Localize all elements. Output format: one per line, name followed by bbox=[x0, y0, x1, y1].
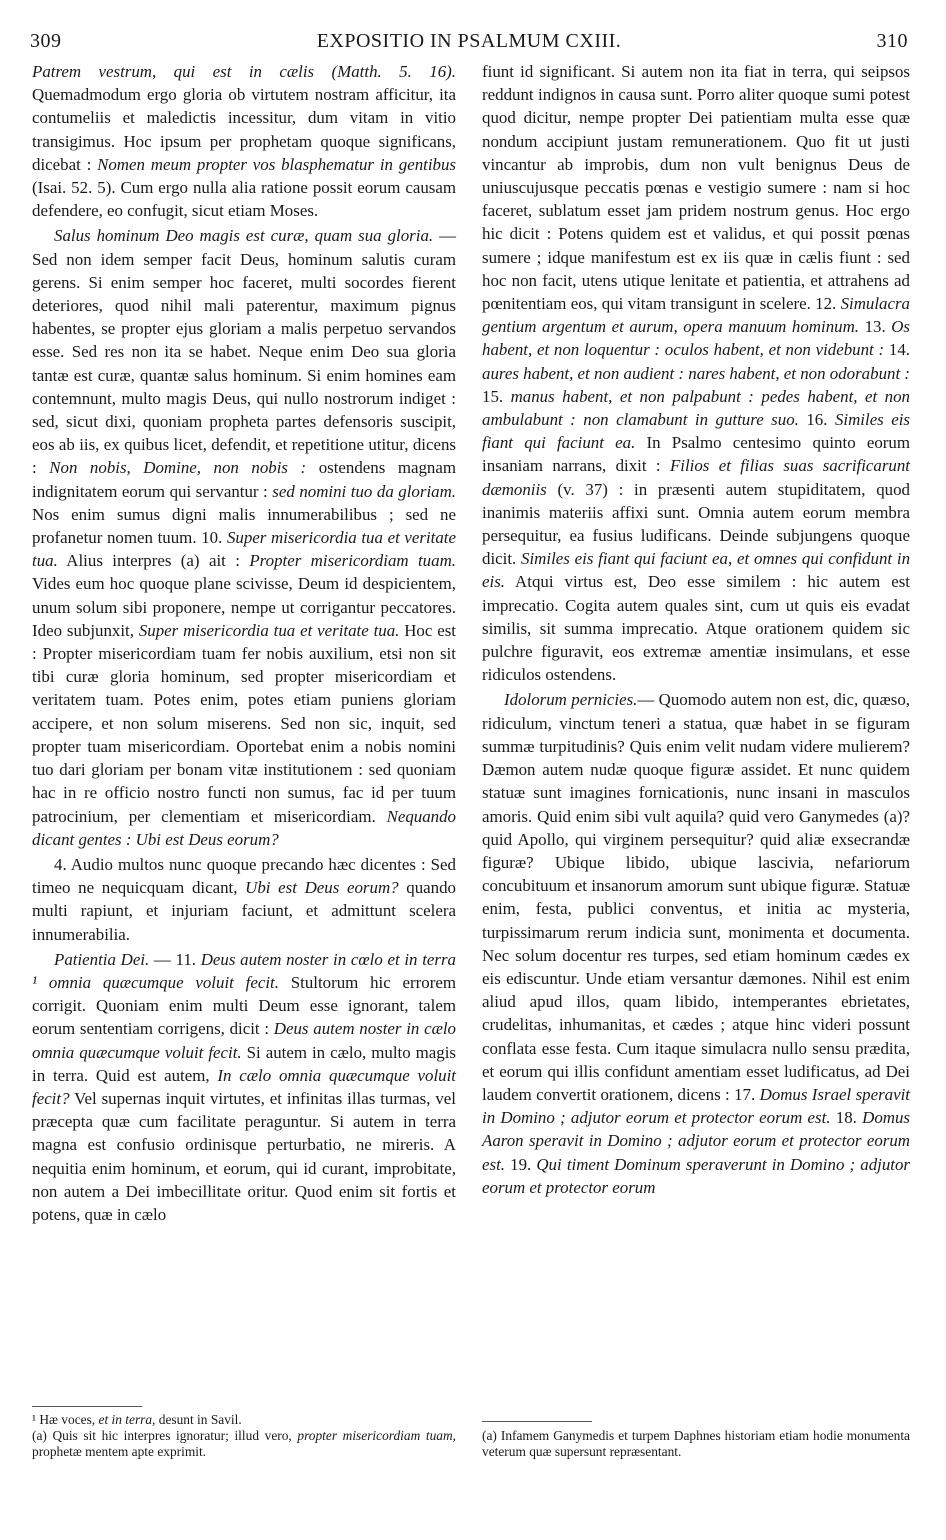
body-text: Quemadmodum ergo gloria ob virtutem nostram afficitur, ita contumeliis et maledictis incessitur, dum vitam in vitio transigimus. Hoc ipsum per prophetam quoque significans, dicebat : bbox=[32, 85, 456, 174]
quoted-text: aures habent, et non audient : nares habent, et non odorabunt : bbox=[482, 363, 910, 383]
page-number-left: 309 bbox=[30, 30, 62, 52]
section-heading: Patientia Dei. bbox=[54, 949, 150, 969]
quoted-text: Filios et filias suas sacrificarunt dæmoniis bbox=[482, 456, 910, 499]
body-text: 19. bbox=[505, 1154, 537, 1174]
body-text: 18. bbox=[830, 1108, 863, 1128]
section-heading: Idolorum pernicies. bbox=[504, 690, 638, 710]
body-text: 16. bbox=[798, 410, 835, 430]
body-text: (Isai. 52. 5). Cum ergo nulla alia ratione possit eorum causam defendere, eo confugit, sicut etiam Moses. bbox=[32, 178, 456, 221]
body-text: 14. bbox=[884, 340, 911, 360]
right-column bbox=[482, 60, 910, 1199]
section-heading: Salus hominum Deo magis est curæ, quam sua gloria. bbox=[54, 226, 434, 246]
footnote-text: (a) Quis sit hic interpres ignoratur; illud vero, bbox=[32, 1428, 298, 1443]
quoted-text: Nomen meum propter vos blasphematur in gentibus bbox=[97, 154, 457, 174]
quoted-text: Deus autem noster in cælo omnia quæcumque voluit fecit. bbox=[32, 1019, 456, 1062]
paragraph bbox=[32, 60, 456, 222]
footnote-text: desunt in Savil. bbox=[155, 1412, 242, 1427]
citation-text: Patrem vestrum, qui est in cælis (Matth. 5. 16). bbox=[32, 62, 456, 81]
quoted-text: Domus Aaron speravit in Domino ; adjutor eorum et protector eorum est. bbox=[482, 1108, 911, 1174]
paragraph bbox=[482, 688, 910, 1198]
quoted-text: Non nobis, Domine, non nobis : bbox=[49, 458, 307, 478]
body-text: Nos enim sumus digni malis innumerabilibus ; sed ne profanetur nomen tuum. 10. bbox=[32, 504, 456, 548]
body-text: Vel supernas inquit virtutes, et infinitas illas turmas, vel præcepta quæ cum facilitate peraguntur. Si autem in terra magna est confusio ordinisque perturbatio, ne mireris. A nequitia enim hominum, et eorum, qui id curant, improbitate, non autem a Dei imbecillitate oritur. Quod enim sit fortis et potens, quæ in cælo bbox=[32, 1088, 456, 1224]
body-text: Alius interpres (a) ait : bbox=[57, 551, 250, 571]
quoted-text: Os habent, et non loquentur : oculos habent, et non videbunt : bbox=[482, 317, 911, 360]
footnote-emphasis: et in terra, bbox=[98, 1412, 156, 1427]
running-title: EXPOSITIO IN PSALMUM CXIII. bbox=[316, 30, 622, 52]
body-text: Vides eum hoc quoque plane scivisse, Deum id despicientem, unum solum sibi proponere, nempe ut corrigantur peccatores. Ideo subjunxit, bbox=[32, 574, 456, 640]
quoted-text: Similes eis fiant qui faciunt ea. bbox=[482, 410, 911, 453]
quoted-text: Propter misericordiam tuam. bbox=[249, 551, 456, 571]
quoted-text: Super misericordia tua et veritate tua. bbox=[32, 528, 456, 571]
footnote: (a) Infamem Ganymedis et turpem Daphnes historiam etiam hodie monumenta veterum quæ supersunt repræsentant. bbox=[482, 1428, 910, 1459]
footnote bbox=[32, 1428, 456, 1460]
quoted-text: Similes eis fiant qui faciunt ea, et omnes qui confidunt in eis. bbox=[482, 549, 911, 592]
footnotes-left bbox=[32, 1412, 456, 1460]
body-text: — 11. bbox=[149, 949, 201, 969]
body-text: In Psalmo centesimo quinto eorum insaniam narrans, dixit : bbox=[482, 433, 911, 476]
quoted-text: Qui timent Dominum speraverunt in Domino ; adjutor eorum et protector eorum bbox=[482, 1154, 910, 1197]
quoted-text: Super misericordia tua et veritate tua. bbox=[138, 620, 400, 640]
paragraph bbox=[32, 853, 456, 946]
body-text: fiunt id significant. Si autem non ita fiat in terra, qui seipsos reddunt indignos in causa sunt. Porro aliter quoque sumi potest quod dicitur, nempe propter Dei patientiam multa esse quæ nondum accipiunt justam remunerationem. Quo fit ut justi vincantur ab improbis, dum non vult benignus Deus de uniuscujusque peccatis pœnas e vestigio sumere : nam si hoc faceret, sublatum esset jam pridem nostrum genus. Hoc ergo hic dicit : Potens quidem est et validus, et qui possit pœnas sumere ; idque manifestum est ex iis quæ in cælis fiunt : sed hoc non facit, utens utique lenitate et patientia, et attrahens ad pœnitentiam eos, qui vitam transigunt in scelere. 12. bbox=[482, 62, 910, 314]
footnote-divider-left bbox=[32, 1406, 142, 1407]
quoted-text: Nequando dicant gentes : Ubi est Deus eorum? bbox=[32, 806, 456, 849]
footnote bbox=[32, 1412, 456, 1428]
paragraph bbox=[32, 224, 456, 850]
footnote-divider-right bbox=[482, 1421, 592, 1422]
left-column bbox=[32, 60, 456, 1226]
body-text: 4. Audio multos nunc quoque precando hæc dicentes : Sed timeo ne nequicquam dicant, bbox=[32, 854, 456, 898]
running-header bbox=[30, 30, 908, 60]
body-text: — Sed non idem semper facit Deus, hominum salutis curam gerens. Si enim semper hoc faceret, multi socordes fierent deteriores, quod nihil mali paterentur, maximum pignus habentes, se propter ejus gloriam a malis perpetuo servandos esse. Sed res non ita se habet. Neque enim Deo sua gloria tantæ est curæ, quantæ salus hominum. Si enim homines eam contemnunt, multo magis Deus, qui nullo nostrorum indiget : sed, sicut dixi, quoniam propheta partes defensoris suscipit, eos ab iis, ex quibus licet, defendit, et repetitione utitur, dicens : bbox=[32, 226, 456, 478]
body-text: ostendens magnam indignitatem eorum qui servantur : bbox=[32, 458, 456, 501]
quoted-text: manus habent, et non palpabunt : pedes habent, et non ambulabunt : non clamabunt in gutture suo. bbox=[482, 386, 910, 430]
body-text: Atqui virtus est, Deo esse similem : hic autem est imprecatio. Cogita autem quales sint, cum ut quis eis evadat similis, sit summa imprecatio. Atque orationem quidem sic pulchre figuravit, eos extremæ amentiæ insimulans, et esse ridiculos ostendens. bbox=[482, 572, 910, 685]
paragraph bbox=[482, 60, 910, 686]
footnote-text: ¹ Hæ voces, bbox=[32, 1412, 99, 1427]
paragraph bbox=[32, 948, 456, 1226]
body-text: Stultorum hic errorem corrigit. Quoniam enim multi Deum esse ignorant, talem eorum sententiam corrigens, dicit : bbox=[32, 972, 456, 1039]
quoted-text: Deus autem noster in cœlo et in terra ¹ omnia quæcumque voluit fecit. bbox=[32, 949, 456, 992]
body-text: Si autem in cælo, multo magis in terra. Quid est autem, bbox=[32, 1042, 456, 1085]
quoted-text: sed nomini tuo da gloriam. bbox=[272, 481, 457, 501]
quoted-text: In cælo omnia quæcumque voluit fecit? bbox=[32, 1065, 456, 1108]
body-text: Hoc est : Propter misericordiam tuam fer nobis auxilium, etsi non sit tibi curæ gloria hominum, sed propter misericordiam et veritatem tuam. Potes enim, potes etiam puniens gloriam accipere, et non solum miserens. Sed non sic, inquit, sed propter tuam misericordiam. Oportebat enim a nobis nomini tuo dari gloriam per bonam vitæ institutionem : sed quoniam hac in re officio nostro functi non sumus, fac id per tuum patrocinium, per clementiam et misericordiam. bbox=[32, 620, 456, 826]
quoted-text: Ubi est Deus eorum? bbox=[245, 878, 399, 898]
footnote-emphasis: propter misericordiam tuam, bbox=[297, 1428, 457, 1443]
body-text: (v. 37) : in præsenti autem stupiditatem, quod inanimis materiis affixi sunt. Omnia autem eorum membra persequitur, ea fusius ludificans. Deinde subjungens quoque dicit. bbox=[482, 479, 910, 569]
quoted-text: Domus Israel speravit in Domino ; adjutor eorum et protector eorum est. bbox=[482, 1084, 910, 1128]
footnote-text: prophetæ mentem apte exprimit. bbox=[32, 1444, 207, 1459]
page-number-right: 310 bbox=[876, 30, 908, 52]
body-text: 13. bbox=[859, 317, 892, 337]
body-text: quando multi rapiunt, et injuriam faciunt, et admittunt scelera innumerabilia. bbox=[32, 878, 456, 944]
body-text: 15. bbox=[482, 386, 511, 406]
body-text: — Quomodo autem non est, dic, quæso, ridiculum, vinctum teneri a statua, quæ habet in se figuram summæ turpitudinis? Quis enim velit nudam videre mulierem? Dæmon autem nudæ quoque figuræ assidet. Et nunc quidem statuæ sunt imagines fornicationis, nunc insani in masculos amoris. Quid enim sibi vult aquila? quid vero Ganymedes (a)? quid Apollo, qui virginem persequitur? quid aliæ exsecrandæ figuræ? Ubique libido, ubique lascivia, nefariorum concubituum et insanorum amorum sunt ubique figuræ. Statuæ enim, festa, publici conventus, et initia ac mysteria, turpissimarum rerum indicia sunt, monimenta et documenta. Nec solum docentur res turpes, sed etiam hominum cædes ex eis ediscuntur. Unde etiam versantur dæmones. Nihil est enim aliud apud illos, quam libido, intemperantes ebrietates, crudelitas, inhumanitas, et cædes ; atque hinc videri possunt conflata esse festa. Cum itaque simulacra nullo sensu prædita, et eorum qui illis confidunt amentiam esset ludificatus, ad Dei laudem convertit orationem, dicens : 17. bbox=[482, 690, 910, 1104]
footnotes-right bbox=[482, 1428, 910, 1460]
quoted-text: Simulacra gentium argentum et aurum, opera manuum hominum. bbox=[482, 294, 910, 337]
